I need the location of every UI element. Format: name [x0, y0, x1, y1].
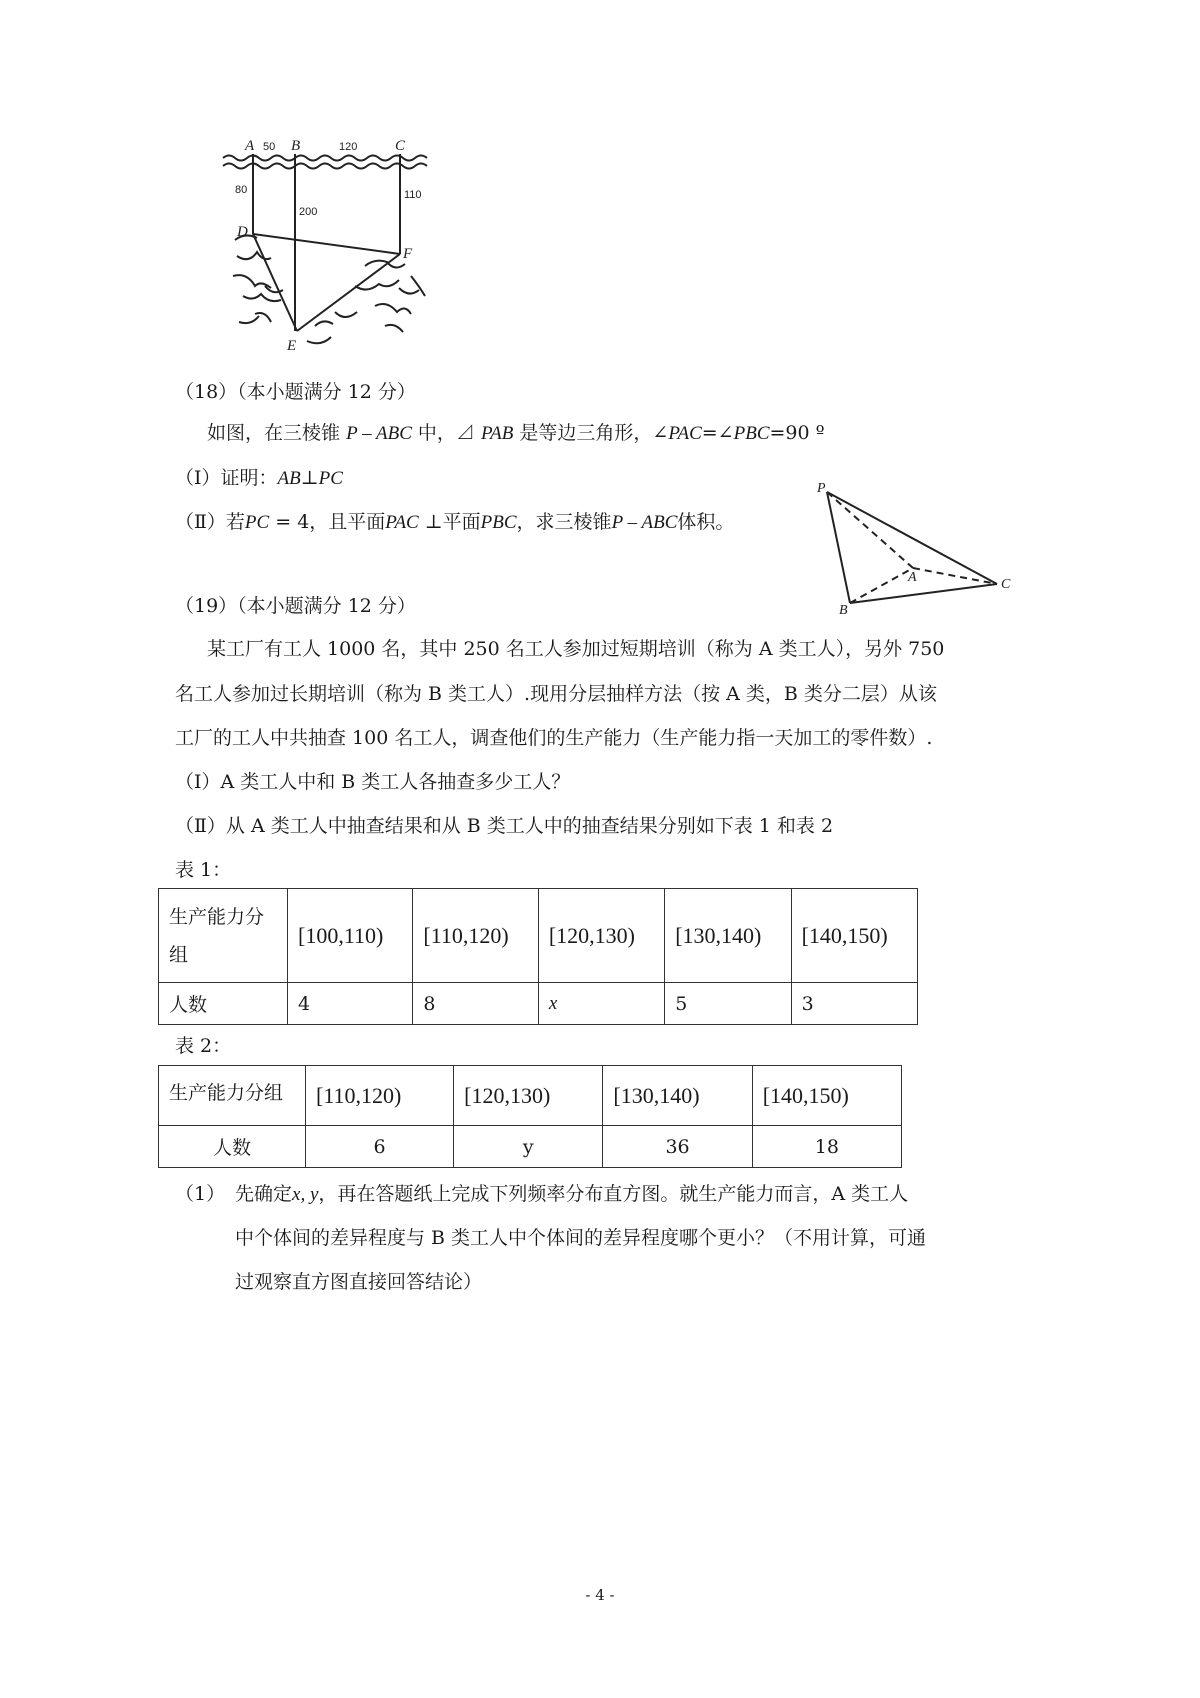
- table2: [158, 1065, 902, 1168]
- q19-para-line-3: 工厂的工人中共抽查 100 名工人，调查他们的生产能力（生产能力指一天加工的零件数）.: [175, 727, 933, 749]
- label-D: D: [237, 224, 248, 240]
- q19-para-line-1: 某工厂有工人 1000 名，其中 250 名工人参加过短期培训（称为 A 类工人），另外 750: [207, 638, 945, 660]
- dim-ad: 80: [235, 184, 248, 196]
- sub1-line-2: 中个体间的差异程度与 B 类工人中个体间的差异程度哪个更小？（不用计算，可通: [235, 1227, 927, 1249]
- table1-cell: 8: [413, 983, 538, 1025]
- sub1-number: （1）: [175, 1183, 226, 1205]
- table2-interval: [140,150): [752, 1066, 901, 1126]
- table2-interval: [110,120): [306, 1066, 454, 1126]
- table2-caption: 表 2：: [175, 1035, 232, 1057]
- table1-interval: [130,140): [665, 889, 791, 983]
- table1-cell: 3: [791, 983, 917, 1025]
- dim-ab: 50: [263, 141, 276, 153]
- table1-interval: [100,110): [288, 889, 413, 983]
- label-C: C: [1001, 577, 1011, 592]
- label-A: A: [245, 138, 255, 154]
- table1-interval: [110,120): [413, 889, 538, 983]
- label-C: C: [395, 138, 406, 154]
- table2-row-label: 人数: [159, 1126, 306, 1168]
- q19-header: （19）（本小题满分 12 分）: [175, 595, 416, 617]
- label-P: P: [817, 481, 826, 496]
- q19-part2: （Ⅱ）从 A 类工人中抽查结果和从 B 类工人中的抽查结果分别如下表 1 和表 2: [175, 815, 834, 837]
- pyramid-figure: [815, 478, 1020, 618]
- q19-para-line-2: 名工人参加过长期培训（称为 B 类工人）.现用分层抽样方法（按 A 类，B 类分二层）从该: [175, 683, 937, 705]
- sub1-line-3: 过观察直方图直接回答结论）: [235, 1271, 483, 1293]
- label-E: E: [287, 338, 297, 354]
- river-cliff-figure: [215, 136, 445, 356]
- table2-interval: [130,140): [603, 1066, 752, 1126]
- dim-cf: 110: [404, 189, 422, 201]
- table1-caption: 表 1：: [175, 859, 232, 881]
- table1-cell: 5: [665, 983, 791, 1025]
- table1: [158, 888, 918, 1025]
- q18-stem: 如图，在三棱锥 P – ABC 中，⊿ PAB 是等边三角形，∠PAC=∠PBC=90 º: [207, 422, 825, 444]
- q18-header: （18）（本小题满分 12 分）: [175, 381, 416, 403]
- table1-row-label: 人数: [159, 983, 288, 1025]
- table1-cell: x: [538, 983, 664, 1025]
- table2-cell: 6: [306, 1126, 454, 1168]
- table1-cell: 4: [288, 983, 413, 1025]
- label-B: B: [291, 138, 301, 154]
- q18-part2: （Ⅱ）若PC = 4，且平面PAC ⊥平面PBC，求三棱锥P – ABC体积。: [175, 511, 735, 533]
- page-number: - 4 -: [585, 1586, 615, 1604]
- q18-part1: （Ⅰ）证明：AB⊥PC: [175, 467, 343, 489]
- label-B: B: [839, 603, 848, 618]
- q19-part1: （Ⅰ）A 类工人中和 B 类工人各抽查多少工人？: [175, 771, 571, 793]
- table1-header-label: 生产能力分 组: [159, 889, 288, 983]
- table1-interval: [120,130): [538, 889, 664, 983]
- label-F: F: [403, 246, 413, 262]
- table2-cell: 36: [603, 1126, 752, 1168]
- table2-cell: y: [454, 1126, 603, 1168]
- table2-cell: 18: [752, 1126, 901, 1168]
- table1-interval: [140,150): [791, 889, 917, 983]
- dim-bc: 120: [339, 141, 358, 153]
- dim-be: 200: [299, 206, 318, 218]
- table2-interval: [120,130): [454, 1066, 603, 1126]
- label-A: A: [908, 570, 917, 585]
- table2-header-label: 生产能力分组: [159, 1066, 306, 1126]
- sub1-line-1: 先确定x, y，再在答题纸上完成下列频率分布直方图。就生产能力而言，A 类工人: [235, 1183, 909, 1205]
